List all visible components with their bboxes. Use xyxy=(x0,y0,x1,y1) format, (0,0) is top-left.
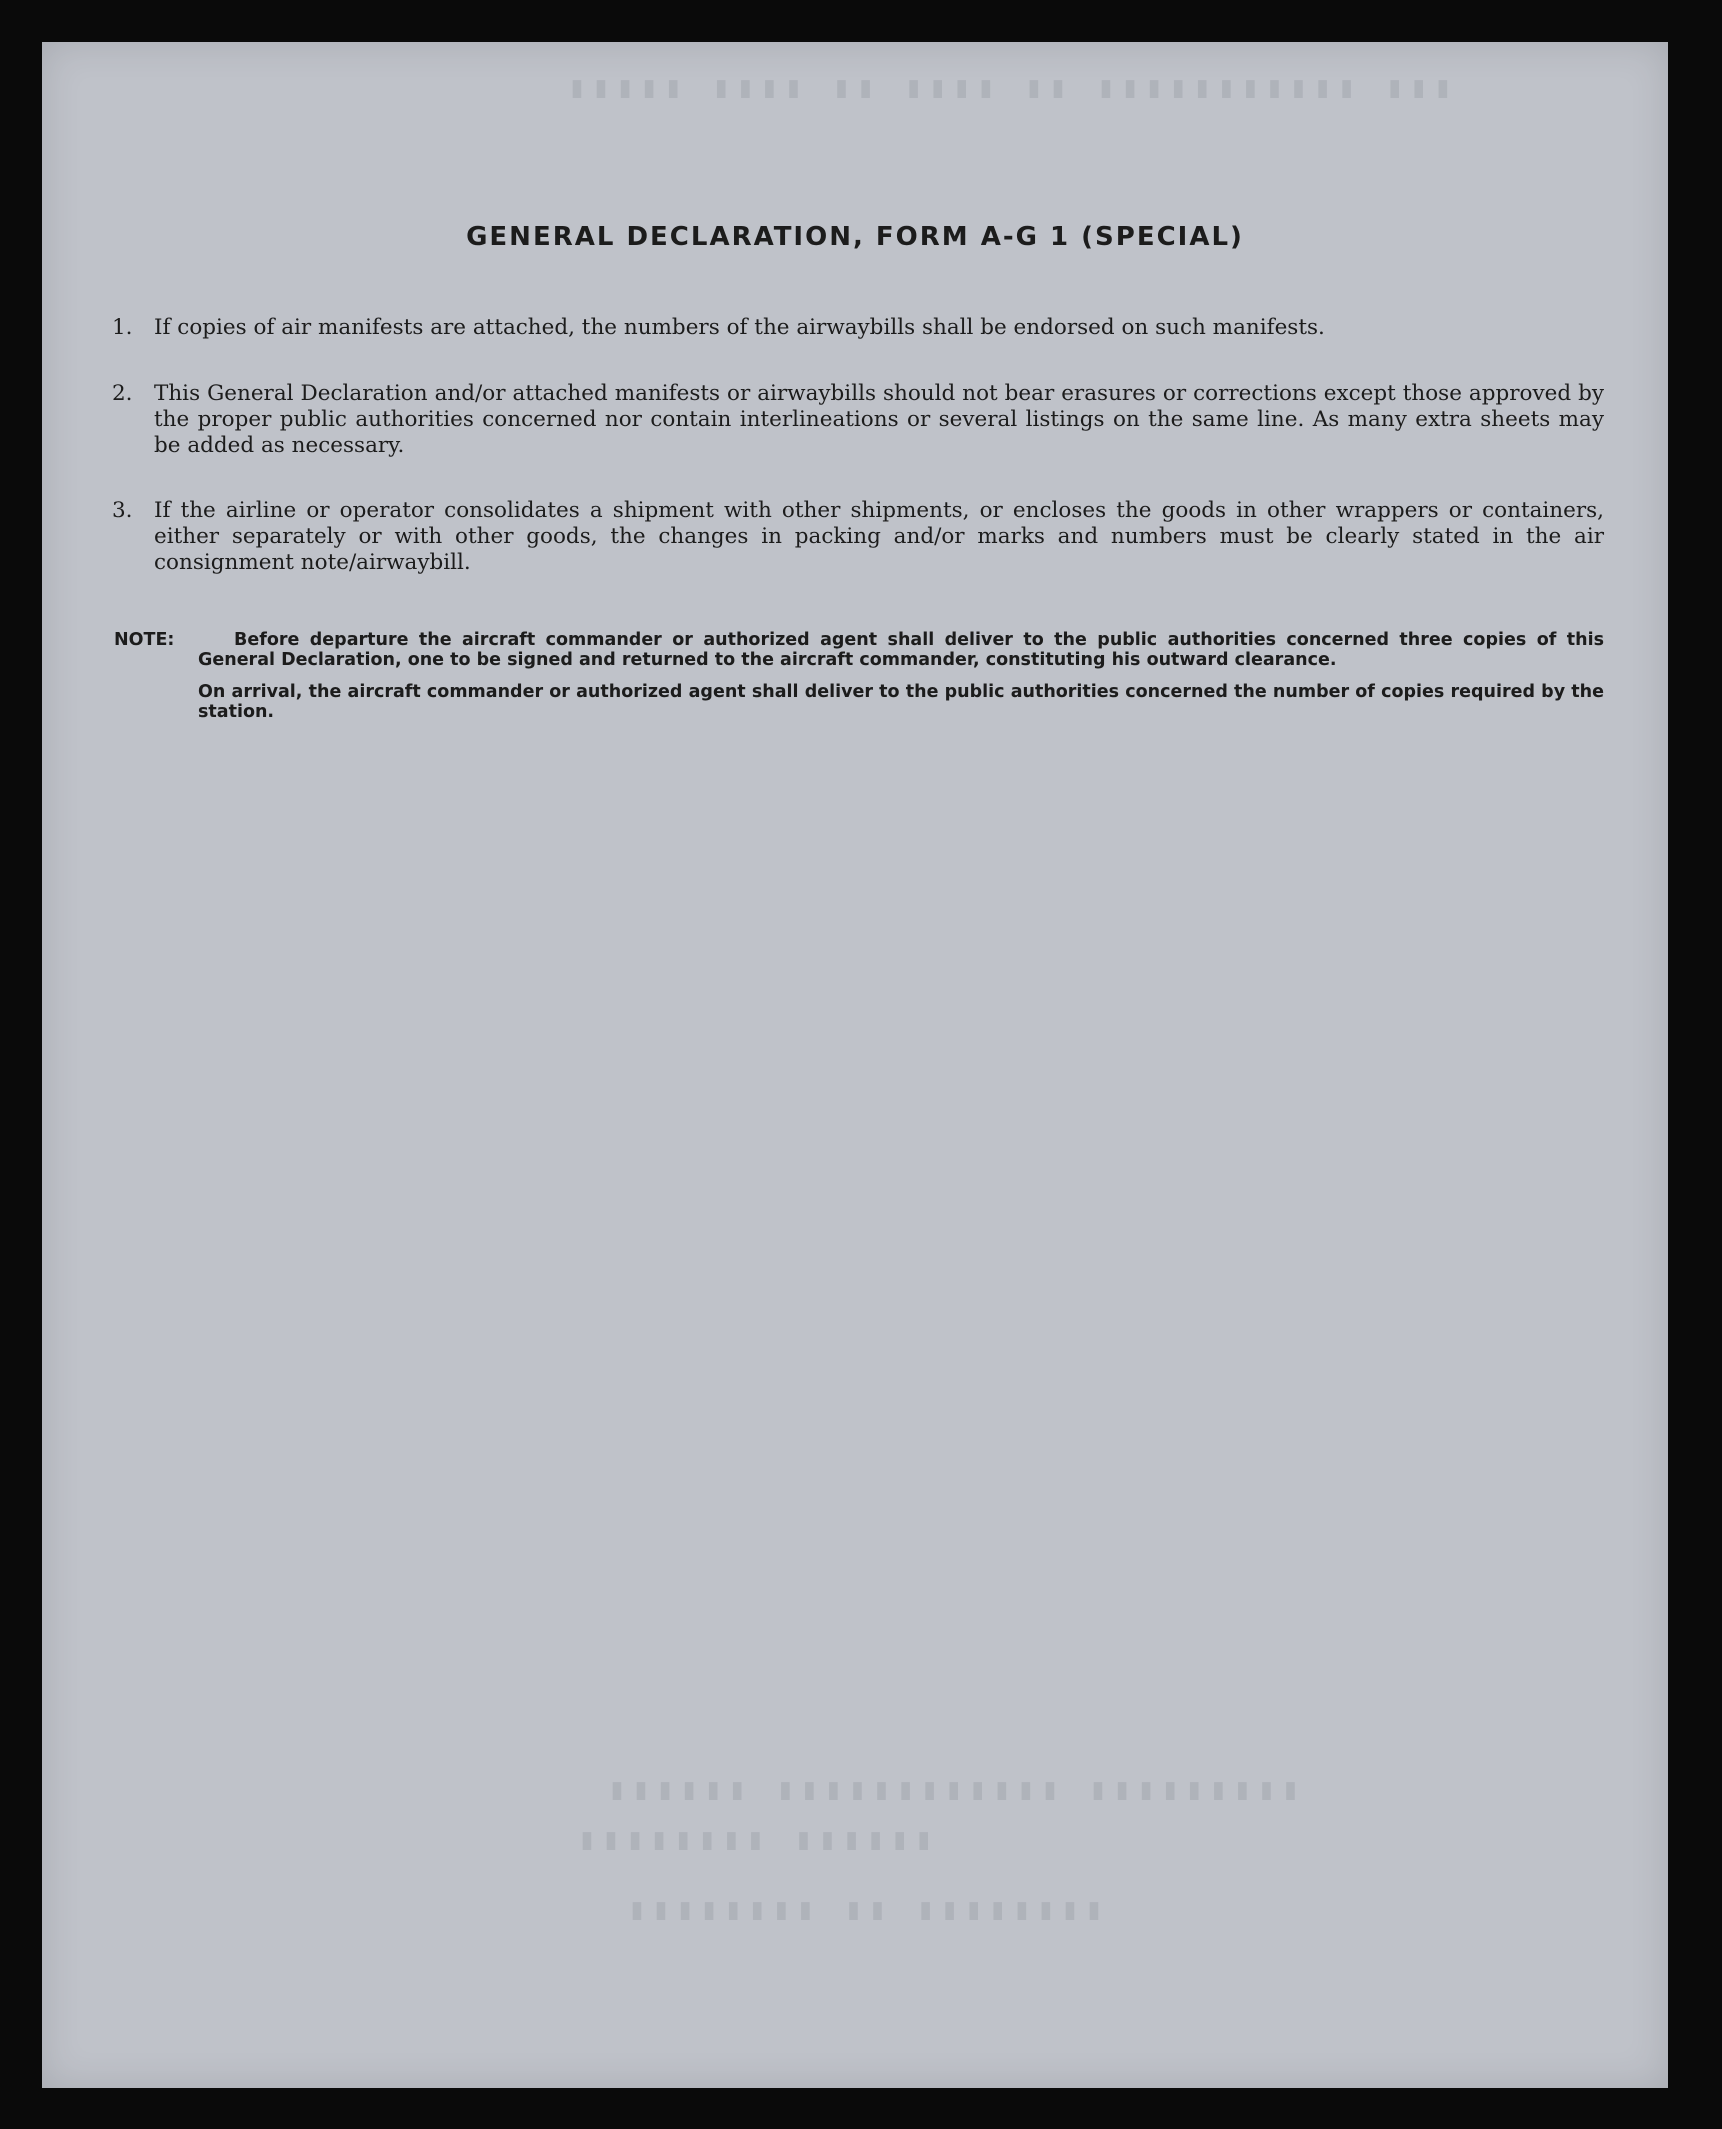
note-paragraph: Before departure the aircraft commander or authorized agent shall deliver to the public authorities concerned three copies of this General Declaration, one to be signed and returned to the aircraft commander, constituting his outward clearance. xyxy=(198,630,1604,670)
note-section xyxy=(114,630,1604,722)
item-number: 2. xyxy=(112,381,133,406)
item-text: If the airline or operator consolidates a shipment with other shipments, or encloses the goods in other wrappers or containers, either separately or with other goods, the changes in packing and/or marks and numbers must be clearly stated in the air consignment note/airwaybill. xyxy=(154,498,1604,575)
show-through-texture: ▮▮▮▮▮▮ ▮▮▮▮▮▮▮▮ xyxy=(572,1825,933,1859)
item-text: This General Declaration and/or attached manifests or airwaybills should not bear erasures or corrections except those approved by the proper public authorities concerned nor contain interlineations or several listings on the same line. As many extra sheets may be added as necessary. xyxy=(154,381,1604,458)
show-through-texture: ▮▮▮▮▮▮▮▮ ▮▮ ▮▮▮▮▮▮▮▮ xyxy=(622,1895,1104,1929)
show-through-texture: ▮▮▮ ▮▮▮▮▮▮▮▮▮▮▮ ▮▮ ▮▮▮▮ ▮▮ ▮▮▮▮ ▮▮▮▮▮ xyxy=(562,73,1452,107)
item-number: 1. xyxy=(112,315,133,340)
note-paragraph: On arrival, the aircraft commander or authorized agent shall deliver to the public authorities concerned the number of copies required by the station. xyxy=(198,682,1604,722)
document-page xyxy=(42,42,1668,2088)
instruction-item xyxy=(112,315,1604,341)
item-number: 3. xyxy=(112,498,133,523)
instruction-item xyxy=(112,498,1604,576)
item-text: If copies of air manifests are attached, the numbers of the airwaybills shall be endorsed on such manifests. xyxy=(154,315,1325,340)
instruction-item xyxy=(112,381,1604,459)
page-title: GENERAL DECLARATION, FORM A-G 1 (SPECIAL) xyxy=(466,222,1244,252)
show-through-texture: ▮▮▮▮▮▮▮▮▮ ▮▮▮▮▮▮▮▮▮▮▮▮ ▮▮▮▮▮▮ xyxy=(602,1775,1300,1809)
note-label: NOTE: xyxy=(114,630,175,650)
